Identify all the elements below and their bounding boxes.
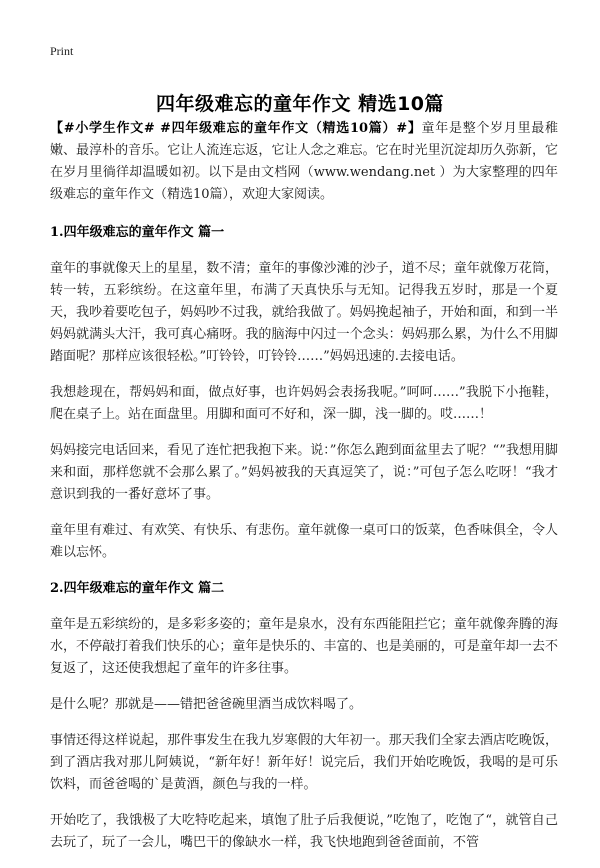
print-link[interactable]: Print: [50, 44, 74, 58]
section-heading: 1.四年级难忘的童年作文 篇一: [50, 225, 225, 240]
article-paragraph: 童年是五彩缤纷的，是多彩多姿的；童年是泉水，没有东西能阻拦它；童年就像奔腾的海水，不停敲打着我们快乐的心；童年是快乐的、丰富的、也是美丽的，可是童年却一去不复返了，这还使我想起了童年的许多往事。: [50, 617, 558, 676]
article-paragraph: 我想趁现在，帮妈妈和面，做点好事，也许妈妈会表扬我呢。”呵呵……”我脱下小拖鞋，爬在桌子上。站在面盘里。用脚和面可不好和，深一脚，浅一脚的。哎……！: [50, 385, 558, 422]
article-paragraph: 是什么呢？那就是——错把爸爸碗里酒当成饮料喝了。: [50, 697, 363, 712]
article-paragraph: 开始吃了，我饿极了大吃特吃起来，填饱了肚子后我便说，”吃饱了，吃饱了“，就管自己去玩了，玩了一会儿，嘴巴干的像缺水一样，我飞快地跑到爸爸面前，不管: [50, 813, 558, 850]
intro-tag: 【#小学生作文# #四年级难忘的童年作文（精选10篇）#】: [50, 121, 422, 136]
intro-paragraph: [50, 118, 558, 206]
article-body: [50, 118, 558, 868]
intro-text: 童年是整个岁月里最稚嫩、最淳朴的音乐。它让人流连忘返，它让人念之难忘。它在时光里沉淀却历久弥新，它在岁月里徜徉却温暖如初。以下是由文档网（www.wendang.net ）为大家整理的四年级难忘的童年作文（精选10篇），欢迎大家阅读。: [50, 121, 558, 202]
article-paragraph: 童年里有难过、有欢笑、有快乐、有悲伤。童年就像一桌可口的饭菜，色香味俱全，令人难以忘怀。: [50, 523, 558, 560]
section-heading: 2.四年级难忘的童年作文 篇二: [50, 581, 225, 596]
article-paragraph: 妈妈接完电话回来，看见了连忙把我抱下来。说：”你怎么跑到面盆里去了呢？“”我想用脚来和面，那样您就不会那么累了。”妈妈被我的天真逗笑了，说：”可包子怎么吃呀！“我才意识到我的一番好意坏了事。: [50, 443, 558, 502]
article-paragraph: 事情还得这样说起，那件事发生在我九岁寒假的大年初一。那天我们全家去酒店吃晚饭，到了酒店我对那儿阿姨说，“新年好！新年好！说完后，我们开始吃晚饭，我喝的是可乐饮料，而爸爸喝的`是黄酒，颜色与我的一样。: [50, 733, 558, 792]
page-title: 四年级难忘的童年作文 精选10篇: [155, 92, 445, 115]
article-paragraph: 童年的事就像天上的星星，数不清；童年的事像沙滩的沙子，道不尽；童年就像万花筒，转一转，五彩缤纷。在这童年里，布满了天真快乐与无知。记得我五岁时，那是一个夏天，我吵着要吃包子，妈妈吵不过我，就给我做了。妈妈挽起袖子，开始和面，和到一半妈妈就满头大汗，我可真心痛呀。我的脑海中闪过一个念头：妈妈那么累，为什么不用脚踏面呢？那样应该很轻松。”叮铃铃，叮铃铃……”妈妈迅速的.去接电话。: [50, 261, 558, 364]
